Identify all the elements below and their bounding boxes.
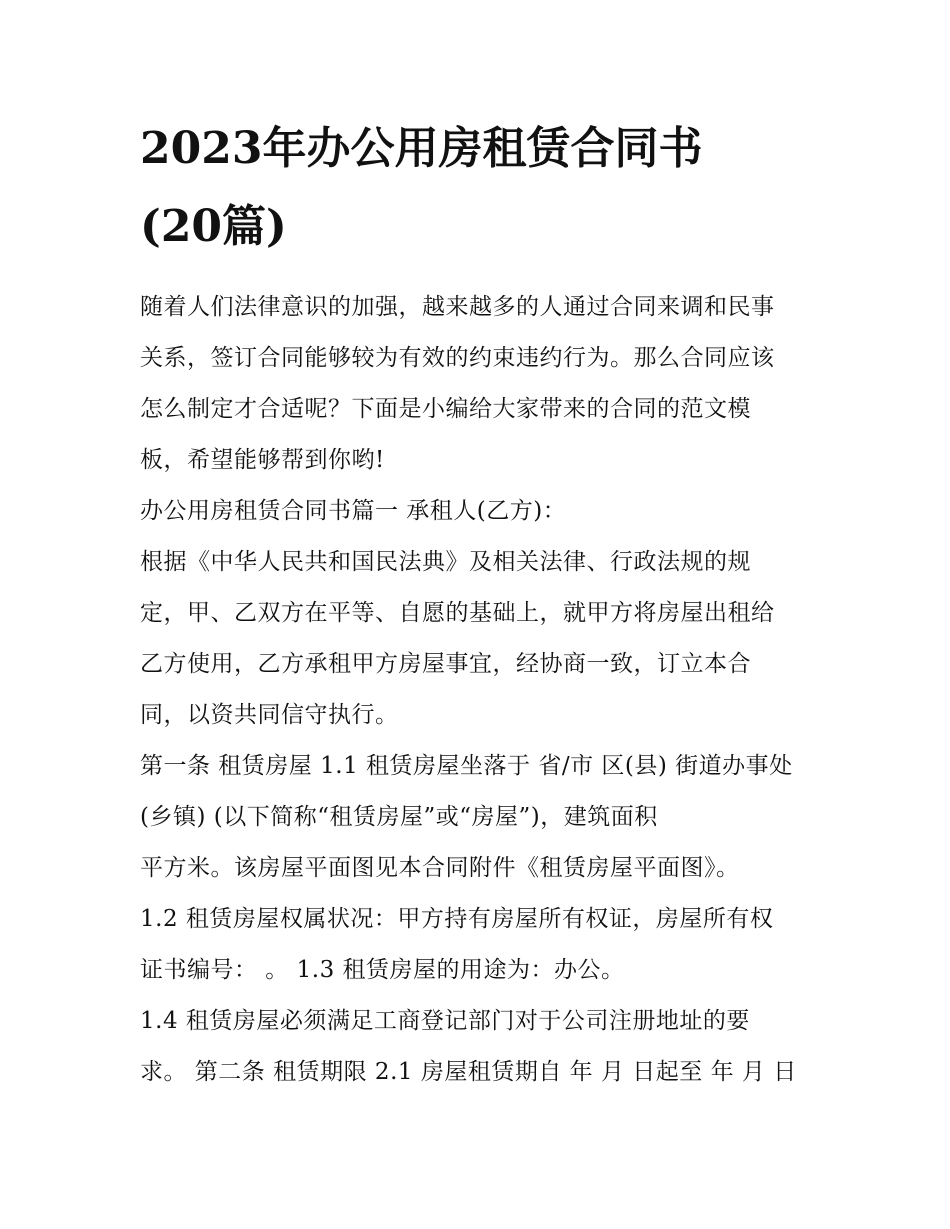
text-line: 第一条 租赁房屋 1.1 租赁房屋坐落于 省/市 区(县) 街道办事处 [140, 753, 793, 779]
text-line: 板，希望能够帮到你哟! [140, 447, 385, 473]
text-line: 乙方使用，乙方承租甲方房屋事宜，经协商一致，订立本合 [140, 651, 751, 677]
text-line: 1.4 租赁房屋必须满足工商登记部门对于公司注册地址的要 [140, 1008, 750, 1034]
clause-1-2-paragraph [140, 894, 820, 996]
text-line: 根据《中华人民共和国民法典》及相关法律、行政法规的规 [140, 549, 751, 575]
text-line: 证书编号： 。 1.3 租赁房屋的用途为：办公。 [140, 957, 625, 983]
text-line: 求。 第二条 租赁期限 2.1 房屋租赁期自 年 月 日起至 年 月 日 [140, 1059, 797, 1085]
text-line: 定，甲、乙双方在平等、自愿的基础上，就甲方将房屋出租给 [140, 600, 775, 626]
clause-1-4-paragraph [140, 996, 820, 1098]
text-line: 怎么制定才合适呢？下面是小编给大家带来的合同的范文模 [140, 396, 751, 422]
text-line: 平方米。该房屋平面图见本合同附件《租赁房屋平面图》。 [140, 855, 740, 881]
document-page [140, 110, 820, 1098]
article-1-paragraph [140, 741, 820, 894]
section-heading-paragraph [140, 486, 820, 537]
text-line: (乡镇) (以下简称“租赁房屋”或“房屋”)，建筑面积 [140, 804, 658, 830]
document-title [140, 110, 820, 266]
text-line: 1.2 租赁房屋权属状况：甲方持有房屋所有权证，房屋所有权 [140, 906, 774, 932]
intro-paragraph [140, 282, 820, 486]
text-line: 办公用房租赁合同书篇一 承租人(乙方)： [140, 498, 567, 524]
text-line: 同，以资共同信守执行。 [140, 702, 399, 728]
text-line: 关系，签订合同能够较为有效的约束违约行为。那么合同应该 [140, 345, 775, 371]
text-line: 随着人们法律意识的加强，越来越多的人通过合同来调和民事 [140, 294, 775, 320]
title-line-1: 2023年办公用房租赁合同书 [140, 123, 703, 174]
basis-paragraph [140, 537, 820, 741]
title-line-2: (20篇) [140, 201, 287, 252]
